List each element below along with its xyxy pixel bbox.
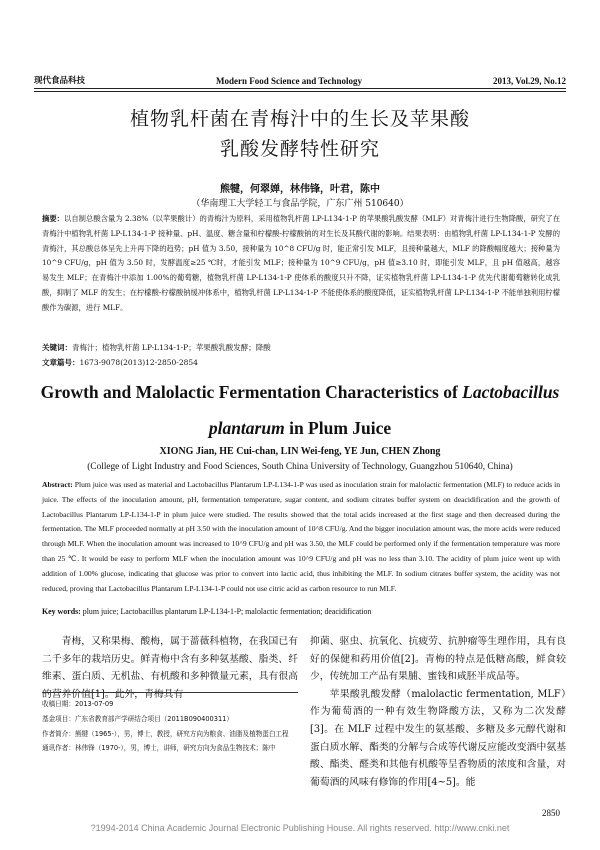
title-en-part2: Lactobacillus [462, 382, 560, 402]
abstract-cn-label: 摘要： [42, 214, 64, 223]
running-header [34, 70, 566, 86]
abstract-cn [42, 212, 560, 316]
journal-name-en: Modern Food Science and Technology [215, 76, 362, 86]
abstract-en [42, 478, 560, 596]
footnote-author: 作者简介：熊犍（1965-），男，博士，教授，研究方向为粮食、油脂及植物蛋白工程 [42, 729, 289, 738]
footnote-funding: 基金项目：广东省教育部产学研结合项目（2011B090400311） [42, 714, 233, 723]
page-number: 2850 [542, 808, 560, 818]
abstract-cn-text: 以自制总酸含量为 2.38%（以苹果酸计）的青梅汁为原料，采用植物乳杆菌 LP-L134-1-P 的苹果酸乳酸发酵（MLF）对青梅汁进行生物降酸，研究了在青梅汁中植物乳杆菌 LP-L134-1-P 接种量、pH、温度、糖含量和柠檬酸-柠檬酸钠的对生长及其酸代谢的影响。结果表明：由植物乳杆菌 LP-L134-1-P 发酵的青梅汁，其总酸总体呈先上升再下降的趋势；pH 值为 3.50，接种量为 10^8 CFU/g 时，能正常引发 MLF，且接种量越大，MLF 的降酸幅度越大；接种量为 10^9 CFU/g，pH 值为 3.50 时，发酵温度≥25 ℃时，才能引发 MLF；接种量为 10^9 CFU/g，pH 值≥3.10 时，即能引发 MLF，且 pH 值越高，越容易发生 MLF；在青梅汁中添加 1.00%的葡萄糖，植物乳杆菌 LP-L134-1-P 使体系的酸度只升不降，证实植物乳杆菌 LP-L134-1-P 优先代谢葡萄糖转化成乳酸，抑制了 MLF 的发生；在柠檬酸-柠檬酸钠缓冲体系中，植物乳杆菌 LP-L134-1-P 不能使体系的酸度降低，证实植物乳杆菌 LP-L134-1-P 不能单独利用柠檬酸作为碳源，进行 MLF。 [42, 214, 561, 312]
copyright-line: ?1994-2014 China Academic Journal Electronic Publishing House. All rights reserved. http://www.cnki.net [90, 823, 510, 833]
authors-en: XIONG Jian, HE Cui-chan, LIN Wei-feng, YE Jun, CHEN Zhong [159, 446, 441, 457]
body-paragraph: 抑菌、驱虫、抗氧化、抗疲劳、抗肿瘤等生理作用，具有良好的保健和药用价值[2]。青梅的特点是低糖高酸，鲜食较少，传统加工产品有果脯、蜜钱和咸胚半成品等。 [310, 636, 566, 683]
article-number [42, 355, 560, 370]
authors-cn: 熊犍，何翠婵，林伟锋，叶君，陈中 [220, 184, 380, 195]
article-number-label: 文章篇号： [42, 358, 80, 367]
issue-info: 2013, Vol.29, No.12 [492, 76, 566, 86]
title-cn-line2: 乳酸发酵特性研究 [219, 138, 380, 160]
footnote-rule [42, 692, 298, 693]
abstract-en-label: Abstract: [42, 480, 73, 489]
title-en-part1: Growth and Malolactic Fermentation Characteristics of [40, 382, 463, 402]
body-paragraph: 苹果酸乳酸发酵（malolactic fermentation, MLF）作为葡萄酒的一种有效生物降酸方法，又称为二次发酵[3]。在 MLF 过程中发生的氨基酸、多糖及多元醇代谢和蛋白质水解、酯类的分解与合成等代谢反应能改变酒中氨基酸、酯类、醛类和其他有机酸等呈香物质的浓度和含量，对葡萄酒的风味有修饰的作用[4~5]。能 [310, 688, 566, 788]
journal-name-cn: 现代食品科技 [34, 76, 86, 86]
keywords-en-label: Key words: [42, 607, 81, 616]
header-rule [34, 88, 566, 89]
keywords-cn-text: 青梅汁；植物乳杆菌 LP-L134-1-P；苹果酸乳酸发酵；降酸 [72, 343, 271, 352]
article-number-text: 1673-9078(2013)12-2850-2854 [79, 358, 198, 367]
body-paragraph: 青梅，又称果梅、酸梅，属于蔷薇科植物，在我国已有二千多年的栽培历史。鲜青梅中含有多种氨基酸、脂类、纤维素、蛋白质、无机盐、有机酸和多种微量元素，具有很高的营养价值[1]。此外，青梅具有 [42, 636, 298, 700]
keywords-en [42, 605, 560, 619]
keywords-cn-label: 关键词： [42, 343, 72, 352]
title-en [0, 374, 600, 446]
footnote-received: 收稿日期：2013-07-09 [42, 700, 114, 708]
keywords-cn [42, 340, 560, 355]
footnote-corresponding: 通讯作者：林伟锋（1970-），男，博士，讲师，研究方向为食品生物技术；陈中 [42, 744, 276, 753]
abstract-en-text: Plum juice was used as material and Lactobacillus Plantarum LP-L134-1-P was used as inoculation strain for malolactic fermentation (MLF) to reduce acids in juice. The effects of the inoculation amount, pH, fermentation temperature, sugar content, and sodium citrates buffer system on deacidification and the growth of Lactobacillus Plantarum LP-L134-1-P in plum juice were studied. The results showed that the total acids increased at the first stage and then decreased during the fermentation. The MLF proceeded normally at pH 3.50 with the inoculation amount of 10^8 CFU/g. And the bigger inoculation amount was, the more acids were reduced through MLF. When the inoculation amount was increased to 10^9 CFU/g and pH was 3.50, the MLF could be performed only if the fermentation temperature was more than 25 ℃. It would be easy to perform MLF when the inoculation amount was 10^9 CFU/g and pH was no less than 3.10. The acidity of plum juice went up with addition of 1.00% glucose, indicating that glucose was prior to convert into lactic acid, thus inhibiting the MLF. In sodium citrates buffer system, the acidity was not reduced, proving that Lactobacillus Plantarum LP-L134-1-P could not use citric acid as carbon resource to run MLF. [42, 480, 560, 593]
body-column-right [310, 633, 566, 791]
title-en-part3: plantarum [208, 418, 285, 438]
keywords-block-cn [42, 340, 560, 370]
title-cn [0, 104, 600, 164]
affiliation-en: (College of Light Industry and Food Sciences, South China University of Technology, Guangzhou 510640, China) [87, 462, 513, 472]
title-cn-line1: 植物乳杆菌在青梅汁中的生长及苹果酸 [129, 108, 470, 130]
keywords-en-text: plum juice; Lactobacillus plantarum LP-L134-1-P; malolactic fermentation; deacidification [82, 607, 372, 616]
title-en-part4: in Plum Juice [284, 418, 392, 438]
header-rule-thin [34, 91, 566, 92]
footnotes [42, 697, 298, 756]
affiliation-cn: （华南理工大学轻工与食品学院，广东广州 510640） [191, 199, 409, 209]
